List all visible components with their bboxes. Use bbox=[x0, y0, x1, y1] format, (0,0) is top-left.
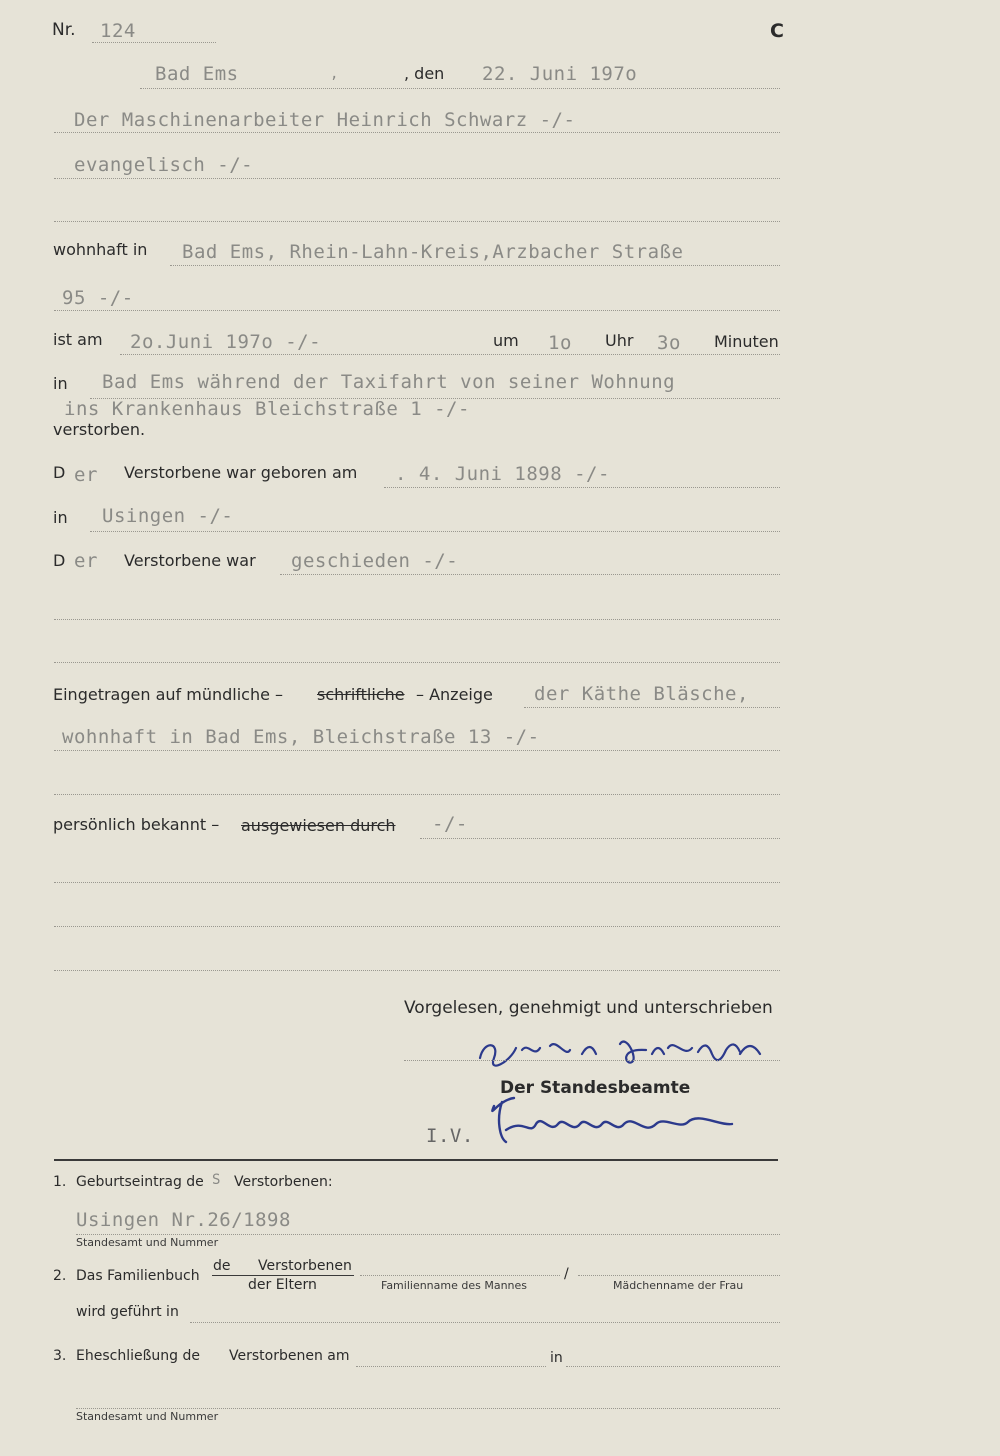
address-line-1-rule bbox=[170, 265, 780, 266]
um-label: um bbox=[493, 331, 519, 350]
den-label: , den bbox=[404, 64, 445, 83]
item3-date-line bbox=[356, 1366, 546, 1367]
item1-num: 1. bbox=[53, 1174, 67, 1190]
address-line-2-rule bbox=[54, 310, 780, 311]
death-place-line-1: Bad Ems während der Taxifahrt von seiner Wohnung bbox=[102, 371, 676, 393]
anzeige-label: – Anzeige bbox=[416, 685, 493, 704]
death-date: 2o.Juni 197o -/- bbox=[130, 331, 322, 353]
bekannt-line bbox=[420, 838, 780, 839]
d2-prefix: D bbox=[53, 551, 66, 570]
corner-letter: C bbox=[770, 20, 784, 42]
blank-line-6 bbox=[54, 926, 780, 927]
nr-line bbox=[92, 42, 216, 43]
registry-place: Bad Ems bbox=[155, 63, 239, 85]
informant-line-2: wohnhaft in Bad Ems, Bleichstraße 13 -/- bbox=[62, 726, 540, 748]
death-date-line bbox=[120, 354, 780, 355]
born-label: Verstorbene war geboren am bbox=[124, 463, 358, 482]
birth-date-line bbox=[384, 487, 780, 488]
wohnhaft-label: wohnhaft in bbox=[53, 240, 148, 259]
person-line bbox=[54, 132, 780, 133]
item2-cap-frau: Mädchenname der Frau bbox=[613, 1279, 744, 1292]
d-prefix: D bbox=[53, 463, 66, 482]
death-minute: 3o bbox=[657, 332, 681, 354]
item1-s: S bbox=[212, 1172, 221, 1188]
minuten-label: Minuten bbox=[714, 332, 779, 351]
birth-entry-value: Usingen Nr.26/1898 bbox=[76, 1209, 291, 1231]
item2-fraction-line bbox=[212, 1275, 354, 1276]
verstorben-label: verstorben. bbox=[53, 420, 146, 439]
item2-wird: wird geführt in bbox=[76, 1304, 179, 1320]
entry-number: 124 bbox=[100, 20, 136, 42]
informant-line-1: der Käthe Bläsche, bbox=[534, 683, 749, 705]
item3-num: 3. bbox=[53, 1348, 67, 1364]
eingetragen-label: Eingetragen auf mündliche – bbox=[53, 685, 284, 704]
marital-status: geschieden -/- bbox=[291, 550, 459, 572]
birth-date: . 4. Juni 1898 -/- bbox=[395, 463, 610, 485]
informant-line-1-rule bbox=[524, 707, 780, 708]
religion: evangelisch -/- bbox=[74, 154, 254, 176]
religion-line bbox=[54, 178, 780, 179]
item2-cap-mann: Familienname des Mannes bbox=[381, 1279, 528, 1292]
address-line-2: 95 -/- bbox=[62, 287, 134, 309]
item2-wird-line bbox=[190, 1322, 780, 1323]
item3-in: in bbox=[550, 1350, 563, 1366]
official-signature bbox=[484, 1090, 744, 1150]
vorgelesen-text: Vorgelesen, genehmigt und unterschrieben bbox=[404, 998, 773, 1018]
item3-label2: Verstorbenen am bbox=[229, 1348, 350, 1364]
registry-date: 22. Juni 197o bbox=[482, 63, 638, 85]
informant-line-2-rule bbox=[54, 750, 780, 751]
address-line-1: Bad Ems, Rhein-Lahn-Kreis,Arzbacher Straße bbox=[182, 241, 684, 263]
bekannt-value: -/- bbox=[432, 813, 468, 835]
item2-label: Das Familienbuch bbox=[76, 1268, 200, 1284]
deceased-person: Der Maschinenarbeiter Heinrich Schwarz -/- bbox=[74, 109, 576, 131]
item1-label: Geburtseintrag de bbox=[76, 1174, 204, 1190]
death-in-label: in bbox=[53, 374, 68, 393]
blank-line-2 bbox=[54, 619, 780, 620]
blank-line bbox=[54, 221, 780, 222]
birth-place-line bbox=[90, 531, 780, 532]
item3-place-line bbox=[566, 1366, 780, 1367]
date-line bbox=[140, 88, 780, 89]
status-line bbox=[280, 574, 780, 575]
item3-label: Eheschließung de bbox=[76, 1348, 200, 1364]
ausgewiesen-struck: ausgewiesen durch bbox=[241, 816, 396, 835]
place-comma: , bbox=[330, 66, 339, 82]
item3-caption: Standesamt und Nummer bbox=[76, 1410, 219, 1423]
nr-label: Nr. bbox=[52, 20, 76, 40]
item1-line bbox=[76, 1234, 780, 1235]
status-label: Verstorbene war bbox=[124, 551, 256, 570]
standesbeamte-label: Der Standesbeamte bbox=[500, 1078, 691, 1098]
er2-suffix: er bbox=[74, 550, 98, 572]
er-suffix: er bbox=[74, 464, 98, 486]
item2-de: de bbox=[213, 1258, 231, 1274]
item2-frau-line bbox=[578, 1275, 780, 1276]
blank-line-5 bbox=[54, 882, 780, 883]
blank-line-3 bbox=[54, 662, 780, 663]
bekannt-label: persönlich bekannt – bbox=[53, 815, 220, 834]
signature-line bbox=[404, 1060, 780, 1061]
item2-eltern: der Eltern bbox=[248, 1277, 317, 1293]
informant-signature bbox=[470, 1028, 780, 1078]
item1-caption: Standesamt und Nummer bbox=[76, 1236, 219, 1249]
item2-verstorbenen: Verstorbenen bbox=[258, 1258, 352, 1274]
birth-in-label: in bbox=[53, 508, 68, 527]
item2-slash: / bbox=[564, 1266, 569, 1282]
birth-place: Usingen -/- bbox=[102, 505, 234, 527]
iv-label: I.V. bbox=[426, 1125, 474, 1147]
item2-mann-line bbox=[360, 1275, 560, 1276]
item1-label2: Verstorbenen: bbox=[234, 1174, 333, 1190]
section-divider bbox=[54, 1159, 778, 1161]
item2-num: 2. bbox=[53, 1268, 67, 1284]
item3-line bbox=[76, 1408, 780, 1409]
death-hour: 1o bbox=[548, 332, 572, 354]
ist-am-label: ist am bbox=[53, 330, 103, 349]
death-place-line-2: ins Krankenhaus Bleichstraße 1 -/- bbox=[64, 398, 470, 420]
blank-line-4 bbox=[54, 794, 780, 795]
schriftliche-struck: schriftliche bbox=[317, 685, 405, 704]
blank-line-7 bbox=[54, 970, 780, 971]
uhr-label: Uhr bbox=[605, 331, 634, 350]
